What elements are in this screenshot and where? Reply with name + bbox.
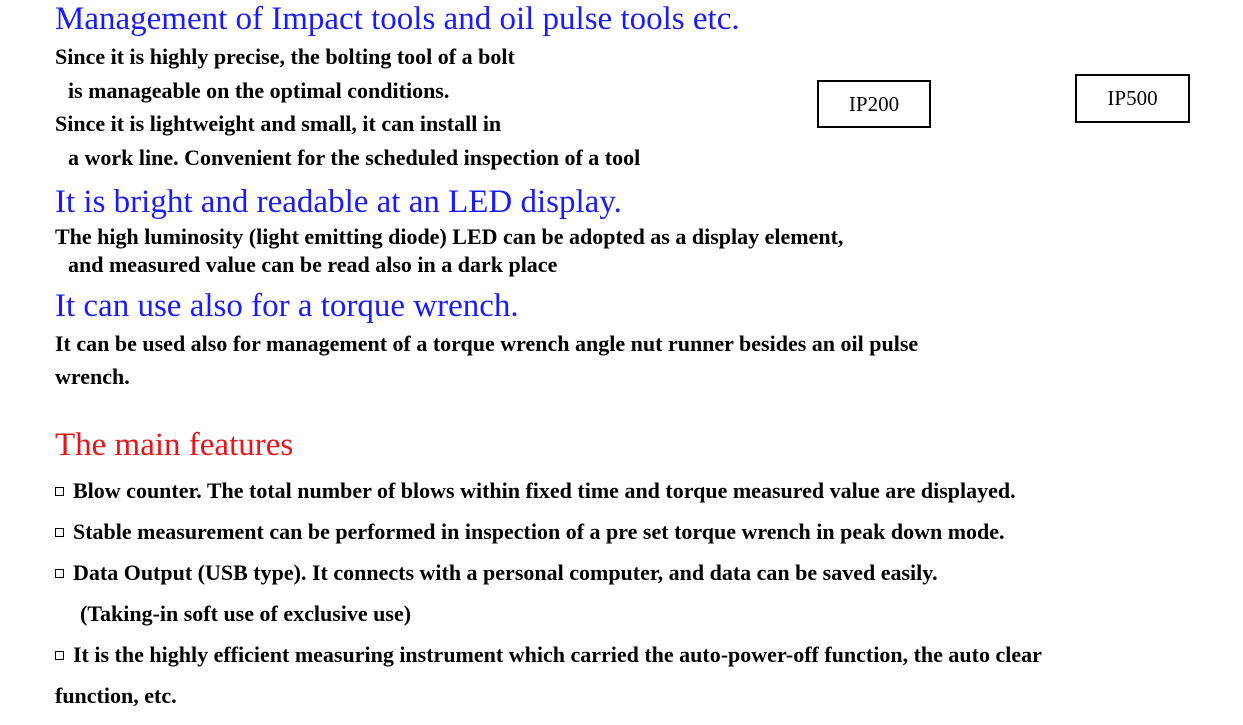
feature-text: Blow counter. The total number of blows within fixed time and torque measured value are displayed. xyxy=(73,478,1016,503)
feature-item xyxy=(55,562,938,584)
feature-item xyxy=(55,644,1042,666)
body-line: is manageable on the optimal conditions. xyxy=(68,78,450,103)
body-line: The high luminosity (light emitting diode) LED can be adopted as a display element, xyxy=(55,224,844,249)
model-label-ip500: IP500 xyxy=(1107,86,1158,110)
feature-text: Stable measurement can be performed in inspection of a pre set torque wrench in peak down mode. xyxy=(73,519,1005,544)
model-box-ip200 xyxy=(817,80,931,128)
heading-impact-tools: Management of Impact tools and oil pulse tools etc. xyxy=(55,1,740,37)
heading-led-display: It is bright and readable at an LED display. xyxy=(55,184,622,220)
feature-text: It is the highly efficient measuring instrument which carried the auto-power-off function, the auto clear xyxy=(73,642,1042,667)
heading-torque-wrench: It can use also for a torque wrench. xyxy=(55,288,519,324)
body-line: wrench. xyxy=(55,364,130,389)
checkbox-square-icon xyxy=(55,528,64,537)
model-label-ip200: IP200 xyxy=(848,91,900,116)
model-box-ip500 xyxy=(1075,74,1190,123)
checkbox-square-icon xyxy=(55,487,64,496)
feature-continuation: function, etc. xyxy=(55,683,177,708)
body-line: Since it is highly precise, the bolting tool of a bolt xyxy=(55,44,515,69)
feature-continuation: (Taking-in soft use of exclusive use) xyxy=(80,601,412,626)
body-line: Since it is lightweight and small, it can install in xyxy=(55,111,502,136)
body-line: and measured value can be read also in a dark place xyxy=(68,252,558,277)
feature-item xyxy=(55,480,1016,502)
checkbox-square-icon xyxy=(55,569,64,578)
body-line: a work line. Convenient for the scheduled inspection of a tool xyxy=(68,145,641,170)
feature-text: Data Output (USB type). It connects with a personal computer, and data can be saved easily. xyxy=(73,560,938,585)
feature-item xyxy=(55,521,1005,543)
heading-main-features: The main features xyxy=(55,427,294,463)
body-line: It can be used also for management of a torque wrench angle nut runner besides an oil pulse xyxy=(55,331,919,356)
checkbox-square-icon xyxy=(55,651,64,660)
